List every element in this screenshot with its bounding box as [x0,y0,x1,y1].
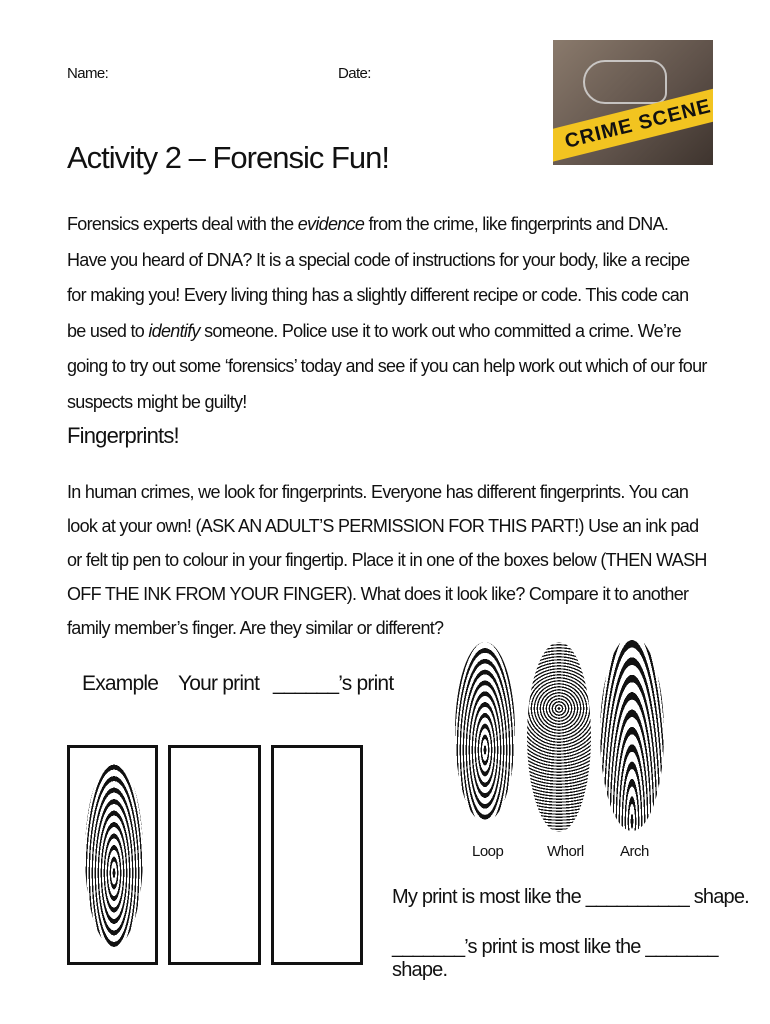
fingerprints-paragraph: In human crimes, we look for fingerprints. Everyone has different fingerprints. You can look at your own! (ASK AN ADULT’S PERMISSION FOR THIS PART!) Use an ink pad or felt tip pen to colour in your fingertip. Place it in one of the boxes below (THEN WASH OFF THE INK FROM YOUR FINGER). What does it look like? Compare it to another family member’s finger. Are they similar or different? [67,482,707,638]
other-print-label: ______’s print [273,672,394,695]
your-print-box[interactable] [168,745,261,965]
example-label: Example [82,672,159,695]
intro-emphasis-identify: identify [148,320,200,341]
your-print-label: Your print [178,672,260,695]
other-print-box[interactable] [271,745,363,965]
loop-fingerprint-image [455,642,515,822]
intro-emphasis-evidence: evidence [297,214,365,234]
arch-fingerprint-image [600,636,664,831]
example-print-box [67,745,158,965]
loop-label: Loop [472,843,504,860]
page-title: Activity 2 – Forensic Fun! [67,140,390,175]
intro-text: Forensics experts deal with the [67,214,298,234]
arch-label: Arch [620,843,649,860]
intro-paragraph [67,207,707,420]
whorl-label: Whorl [547,843,584,860]
crime-scene-image [553,40,713,165]
example-fingerprint-image [85,762,143,947]
whorl-fingerprint-image [527,642,591,832]
my-print-sentence: My print is most like the __________ shape. [392,886,749,908]
crime-scene-tape: CRIME SCENE [553,85,713,162]
intro-text: someone. Police use it to work out who committed a crime. We’re going to try out some ‘forensics’ today and see if you can help work out which of our four suspects might be guilty! [67,320,707,412]
intro-text: from the crime, like fingerprints and DNA. Have you heard of DNA? It is a special code of instructions for your body, like a recipe for making you! Every living thing has a slightly different recipe or code. This code can be used to [67,214,690,341]
other-print-sentence: _______’s print is most like the _______ shape. [392,936,718,981]
name-label: Name: [67,65,109,82]
fingerprints-heading: Fingerprints! [67,423,179,448]
date-label: Date: [338,65,371,82]
body-outline [583,60,667,104]
